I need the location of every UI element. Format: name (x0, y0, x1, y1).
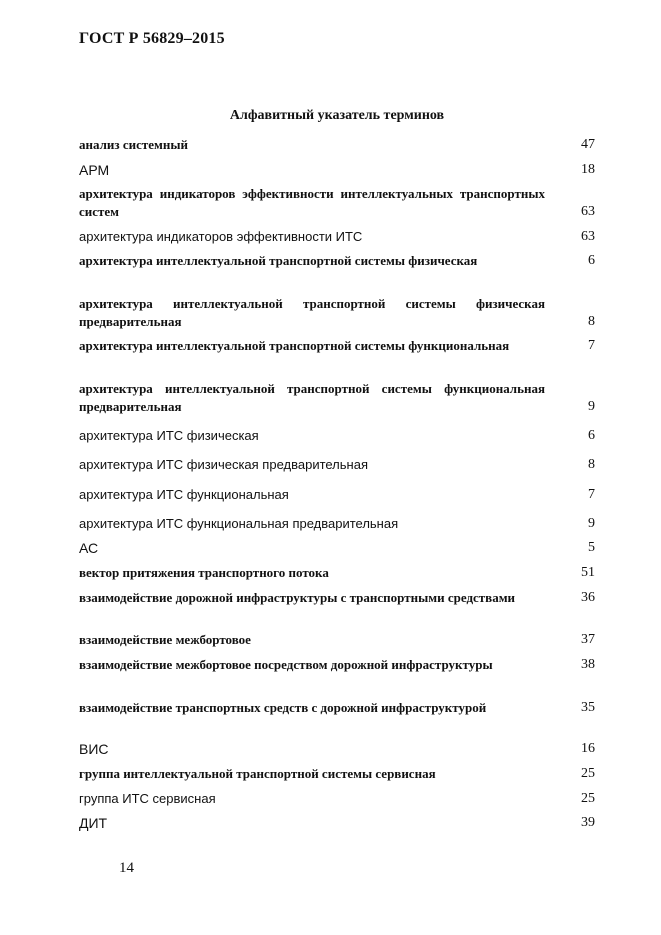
index-page: 7 (588, 487, 595, 502)
index-page: 35 (581, 700, 595, 715)
index-term: архитектура интеллектуальной транспортной системы функциональная предварительная (79, 381, 545, 414)
index-term: архитектура ИТС физическая (79, 428, 259, 443)
index-term: архитектура ИТС функциональная предварительная (79, 516, 399, 531)
index-page: 51 (581, 565, 595, 580)
index-entry (79, 228, 595, 246)
index-entry (79, 161, 595, 179)
index-entry (79, 790, 595, 808)
index-page: 38 (581, 657, 595, 672)
index-entry (79, 252, 595, 270)
index-term: архитектура индикаторов эффективности интеллектуальных транспортных систем (79, 186, 545, 219)
index-page: 6 (588, 253, 595, 268)
index-page: 9 (588, 516, 595, 531)
index-entry (79, 486, 595, 504)
index-entry (79, 631, 595, 649)
index-entry (79, 136, 595, 154)
index-entry (79, 740, 595, 758)
index-entry (79, 427, 595, 445)
index-page: 16 (581, 741, 595, 756)
index-entry (79, 295, 595, 331)
index-term: АС (79, 540, 99, 556)
index-page: 36 (581, 590, 595, 605)
index-page: 39 (581, 815, 595, 830)
index-page: 6 (588, 428, 595, 443)
index-entry (79, 515, 595, 533)
index-entry (79, 185, 595, 221)
index-page: 8 (588, 314, 595, 329)
index-term: АРМ (79, 162, 110, 178)
index-term: архитектура интеллектуальной транспортной системы физическая (79, 253, 478, 268)
document-header: ГОСТ Р 56829–2015 (79, 30, 225, 47)
page-number: 14 (119, 860, 134, 876)
index-entry (79, 380, 595, 416)
index-page: 63 (581, 229, 595, 244)
index-entry (79, 337, 595, 355)
index-entry (79, 814, 595, 832)
index-term: анализ системный (79, 137, 189, 152)
index-entry (79, 539, 595, 557)
index-page: 7 (588, 338, 595, 353)
index-entry (79, 765, 595, 783)
index-term: группа ИТС сервисная (79, 791, 216, 806)
index-term: взаимодействие транспортных средств с дорожной инфраструктурой (79, 700, 487, 715)
index-term: архитектура ИТС функциональная (79, 487, 289, 502)
index-term: группа интеллектуальной транспортной системы сервисная (79, 766, 436, 781)
index-page: 47 (581, 137, 595, 152)
index-page: 8 (588, 457, 595, 472)
index-page: 18 (581, 162, 595, 177)
index-term: архитектура ИТС физическая предварительная (79, 457, 368, 472)
index-term: ВИС (79, 741, 109, 757)
index-term: взаимодействие межбортовое (79, 632, 251, 647)
index-page: 5 (588, 540, 595, 555)
index-entry (79, 564, 595, 582)
index-term: архитектура интеллектуальной транспортной системы функциональная (79, 338, 510, 353)
index-page: 63 (581, 204, 595, 219)
index-entry (79, 589, 595, 607)
index-term: архитектура индикаторов эффективности ИТС (79, 229, 363, 244)
index-page: 25 (581, 766, 595, 781)
index-page: 25 (581, 791, 595, 806)
index-entry (79, 656, 595, 674)
index-entry (79, 699, 595, 717)
index-term: архитектура интеллектуальной транспортной системы физическая предварительная (79, 296, 545, 329)
index-term: вектор притяжения транспортного потока (79, 565, 329, 580)
index-term: взаимодействие дорожной инфраструктуры с транспортными средствами (79, 590, 516, 605)
index-page: 37 (581, 632, 595, 647)
index-term: взаимодействие межбортовое посредством дорожной инфраструктуры (79, 657, 493, 672)
index-title: Алфавитный указатель терминов (229, 108, 445, 123)
index-term: ДИТ (79, 815, 108, 831)
index-entry (79, 456, 595, 474)
index-page: 9 (588, 399, 595, 414)
